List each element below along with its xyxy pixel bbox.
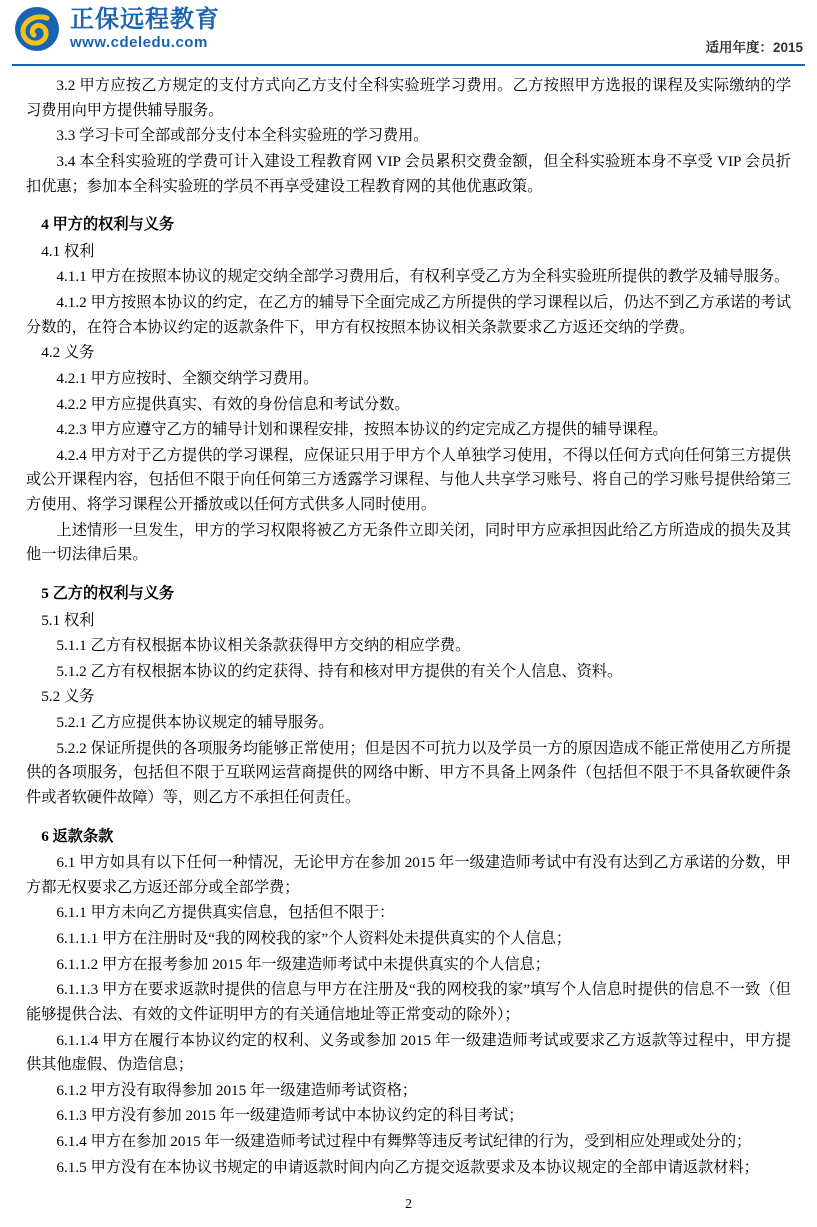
page-number: 2	[405, 1197, 412, 1213]
heading-4: 4 甲方的权利与义务	[41, 216, 175, 234]
paragraph-6-1-1: 6.1.1 甲方未向乙方提供真实信息，包括但不限于：	[56, 904, 395, 922]
paragraph-4-2-4: 4.2.4 甲方对于乙方提供的学习课程，应保证只用于甲方个人单独学习使用，不得以任何方式向任何第三方提供或公开课程内容，包括但不限于向任何第三方透露学习课程、与他人共享学习账号、将自己的学习账号提供给第三方使用、将学习课程公开播放或以任何方式供多人同时使用。	[26, 446, 791, 513]
subheading-5-1: 5.1 权利	[41, 611, 95, 629]
paragraph-4-1-2: 4.1.2 甲方按照本协议的约定，在乙方的辅导下全面完成乙方所提供的学习课程以后，仍达不到乙方承诺的考试分数的，在符合本协议约定的返款条件下，甲方有权按照本协议相关条款要求乙方返还交纳的学费。	[26, 294, 791, 336]
heading-6: 6 返款条款	[41, 827, 114, 845]
paragraph-3-2: 3.2 甲方应按乙方规定的支付方式向乙方支付全科实验班学习费用。乙方按照甲方选报的课程及实际缴纳的学习费用向甲方提供辅导服务。	[26, 77, 791, 119]
spiral-logo-icon	[14, 6, 60, 52]
paragraph-6-1-1-3: 6.1.1.3 甲方在要求返款时提供的信息与甲方在注册及“我的网校我的家”填写个人信息时提供的信息不一致（但能够提供合法、有效的文件证明甲方的有关通信地址等正常变动的除外）；	[26, 981, 791, 1023]
paragraph-4-2-4-note: 上述情形一旦发生，甲方的学习权限将被乙方无条件立即关闭，同时甲方应承担因此给乙方所造成的损失及其他一切法律后果。	[26, 521, 791, 564]
paragraph-5-1-2: 5.1.2 乙方有权根据本协议的约定获得、持有和核对甲方提供的有关个人信息、资料。	[56, 662, 623, 680]
paragraph-6-1-3: 6.1.3 甲方没有参加 2015 年一级建造师考试中本协议约定的科目考试；	[56, 1107, 524, 1125]
paragraph-4-1-1: 4.1.1 甲方在按照本协议的规定交纳全部学习费用后，有权利享受乙方为全科实验班所提供的教学及辅导服务。	[56, 268, 790, 286]
paragraph-6-1-1-1: 6.1.1.1 甲方在注册时及“我的网校我的家”个人资料处未提供真实的个人信息；	[56, 930, 572, 947]
page-header	[0, 0, 817, 62]
paragraph-6-1-2: 6.1.2 甲方没有取得参加 2015 年一级建造师考试资格；	[56, 1081, 418, 1099]
paragraph-4-2-2: 4.2.2 甲方应提供真实、有效的身份信息和考试分数。	[56, 395, 410, 413]
subheading-4-1: 4.1 权利	[41, 242, 95, 260]
paragraph-3-3: 3.3 学习卡可全部或部分支付本全科实验班的学习费用。	[56, 127, 429, 145]
paragraph-6-1-1-2: 6.1.1.2 甲方在报考参加 2015 年一级建造师考试中未提供真实的个人信息；	[56, 955, 550, 973]
paragraph-4-2-3: 4.2.3 甲方应遵守乙方的辅导计划和课程安排，按照本协议的约定完成乙方提供的辅导课程。	[56, 421, 668, 439]
subheading-5-2: 5.2 义务	[41, 688, 95, 706]
heading-5: 5 乙方的权利与义务	[41, 584, 175, 602]
paragraph-4-2-1: 4.2.1 甲方应按时、全额交纳学习费用。	[56, 369, 319, 387]
brand-name: 正保远程教育	[70, 6, 220, 34]
paragraph-6-1: 6.1 甲方如具有以下任何一种情况，无论甲方在参加 2015 年一级建造师考试中有没有达到乙方承诺的分数，甲方都无权要求乙方返还部分或全部学费；	[26, 854, 791, 896]
paragraph-3-4: 3.4 本全科实验班的学费可计入建设工程教育网 VIP 会员累积交费金额，但全科实验班本身不享受 VIP 会员折扣优惠；参加本全科实验班的学员不再享受建设工程教育网的其他优惠政策。	[26, 152, 791, 195]
paragraph-6-1-5: 6.1.5 甲方没有在本协议书规定的申请返款时间内向乙方提交返款要求及本协议规定的全部申请返款材料；	[56, 1158, 759, 1176]
subheading-4-2: 4.2 义务	[41, 344, 95, 362]
applicable-year-label: 适用年度：2015	[705, 40, 803, 55]
paragraph-5-2-2: 5.2.2 保证所提供的各项服务均能够正常使用；但是因不可抗力以及学员一方的原因造成不能正常使用乙方所提供的各项服务，包括但不限于互联网运营商提供的网络中断、甲方不具备上网条件（包括但不限于不具备软硬件条件或者软硬件故障）等，则乙方不承担任何责任。	[26, 739, 791, 806]
paragraph-5-2-1: 5.2.1 乙方应提供本协议规定的辅导服务。	[56, 714, 334, 731]
paragraph-6-1-4: 6.1.4 甲方在参加 2015 年一级建造师考试过程中有舞弊等违反考试纪律的行为，受到相应处理或处分的；	[56, 1133, 752, 1150]
brand-url: www.cdeledu.com	[70, 34, 208, 52]
brand-text	[70, 7, 220, 51]
paragraph-5-1-1: 5.1.1 乙方有权根据本协议相关条款获得甲方交纳的相应学费。	[56, 637, 471, 655]
paragraph-6-1-1-4: 6.1.1.4 甲方在履行本协议约定的权利、义务或参加 2015 年一级建造师考试或要求乙方返款等过程中，甲方提供其他虚假、伪造信息；	[26, 1031, 791, 1074]
document-body	[0, 66, 817, 1227]
brand-block	[14, 6, 220, 52]
